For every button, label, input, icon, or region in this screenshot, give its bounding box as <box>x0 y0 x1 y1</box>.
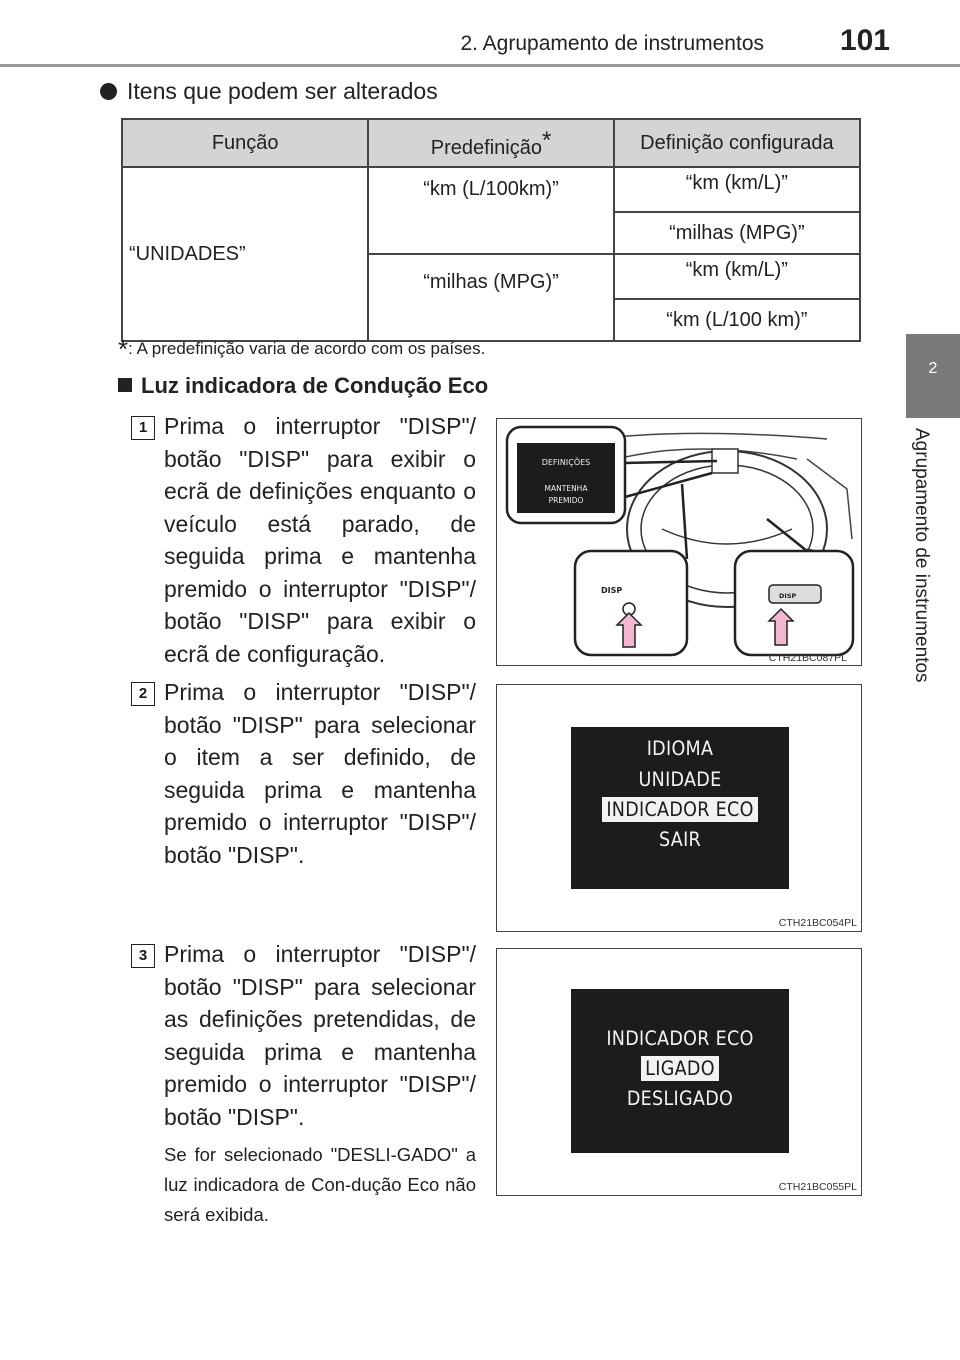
table-header-cell: Predefinição* <box>368 119 613 167</box>
svg-text:DISP: DISP <box>779 592 797 600</box>
step-2-figure <box>496 684 862 932</box>
menu-item-indicador-eco: INDICADOR ECO <box>606 1027 754 1050</box>
table-cell-option: “km (L/100 km)” <box>614 299 860 341</box>
square-bullet-icon <box>118 378 132 392</box>
figure-caption: CTH21BC087PL <box>768 652 847 664</box>
step-number-badge: 3 <box>131 944 155 968</box>
items-heading: Itens que podem ser alterados <box>100 78 438 105</box>
step-number-badge: 2 <box>131 682 155 706</box>
steering-wheel-illustration <box>497 419 861 665</box>
table-cell-option: “km (km/L)” <box>614 167 860 212</box>
figure-caption: CTH21BC055PL <box>778 1181 857 1193</box>
bullet-icon <box>100 83 117 100</box>
step-number-badge: 1 <box>131 416 155 440</box>
menu-item-desligado: DESLIGADO <box>626 1087 734 1110</box>
disp-label: DISP <box>601 586 623 595</box>
menu-item-sair: SAIR <box>658 828 702 851</box>
display-screen <box>571 989 789 1153</box>
table-cell-default: “km (L/100km)” <box>368 167 613 254</box>
display-screen <box>571 727 789 889</box>
section-subheading: Luz indicadora de Condução Eco <box>118 373 488 399</box>
display-line: DEFINIÇÕES <box>541 458 591 467</box>
chapter-tab-number[interactable]: 2 <box>906 334 960 418</box>
display-line: PREMIDO <box>548 496 584 505</box>
header-rule <box>0 64 960 67</box>
step-3-note: Se for selecionado "DESLI-GADO" a luz indicadora de Con-dução Eco não será exibida. <box>164 1144 476 1225</box>
step-1-text: Prima o interruptor "DISP"/ botão "DISP" para exibir o ecrã de definições enquanto o veículo está parado, de seguida prima e mantenha premido o interruptor "DISP"/ botão "DISP" para exibir o ecrã de configuração. <box>164 413 476 667</box>
figure-caption: CTH21BC054PL <box>778 917 857 929</box>
table-row <box>122 167 860 212</box>
menu-item-indicador-eco-selected: INDICADOR ECO <box>602 797 757 822</box>
table-cell-default: “milhas (MPG)” <box>368 254 613 341</box>
step-2-text: Prima o interruptor "DISP"/ botão "DISP" para selecionar o item a ser definido, de seguida prima e mantenha premido o interruptor "DISP"/ botão "DISP". <box>164 679 476 868</box>
menu-item-idioma: IDIOMA <box>646 737 714 760</box>
display-line: MANTENHA <box>544 484 588 493</box>
table-header-row <box>122 119 860 167</box>
table-footnote: *: A predefinição varia de acordo com os países. <box>118 334 486 364</box>
step-3-text: Prima o interruptor "DISP"/ botão "DISP" para selecionar as definições pretendidas, de seguida prima e mantenha premido o interruptor "DISP"/ botão "DISP". <box>164 941 476 1130</box>
page-number: 101 <box>839 24 890 57</box>
table-cell-option: “milhas (MPG)” <box>614 212 860 254</box>
step-1-figure <box>496 418 862 666</box>
table-header-cell: Definição configurada <box>614 119 860 167</box>
running-header-title: 2. Agrupamento de instrumentos <box>460 32 764 55</box>
table-cell-option: “km (km/L)” <box>614 254 860 299</box>
menu-item-ligado-selected: LIGADO <box>641 1056 719 1081</box>
table-cell-function: “UNIDADES” <box>122 167 368 341</box>
step-3-figure <box>496 948 862 1196</box>
table-header-cell: Função <box>122 119 368 167</box>
menu-item-unidade: UNIDADE <box>638 768 722 791</box>
settings-table <box>121 118 861 342</box>
